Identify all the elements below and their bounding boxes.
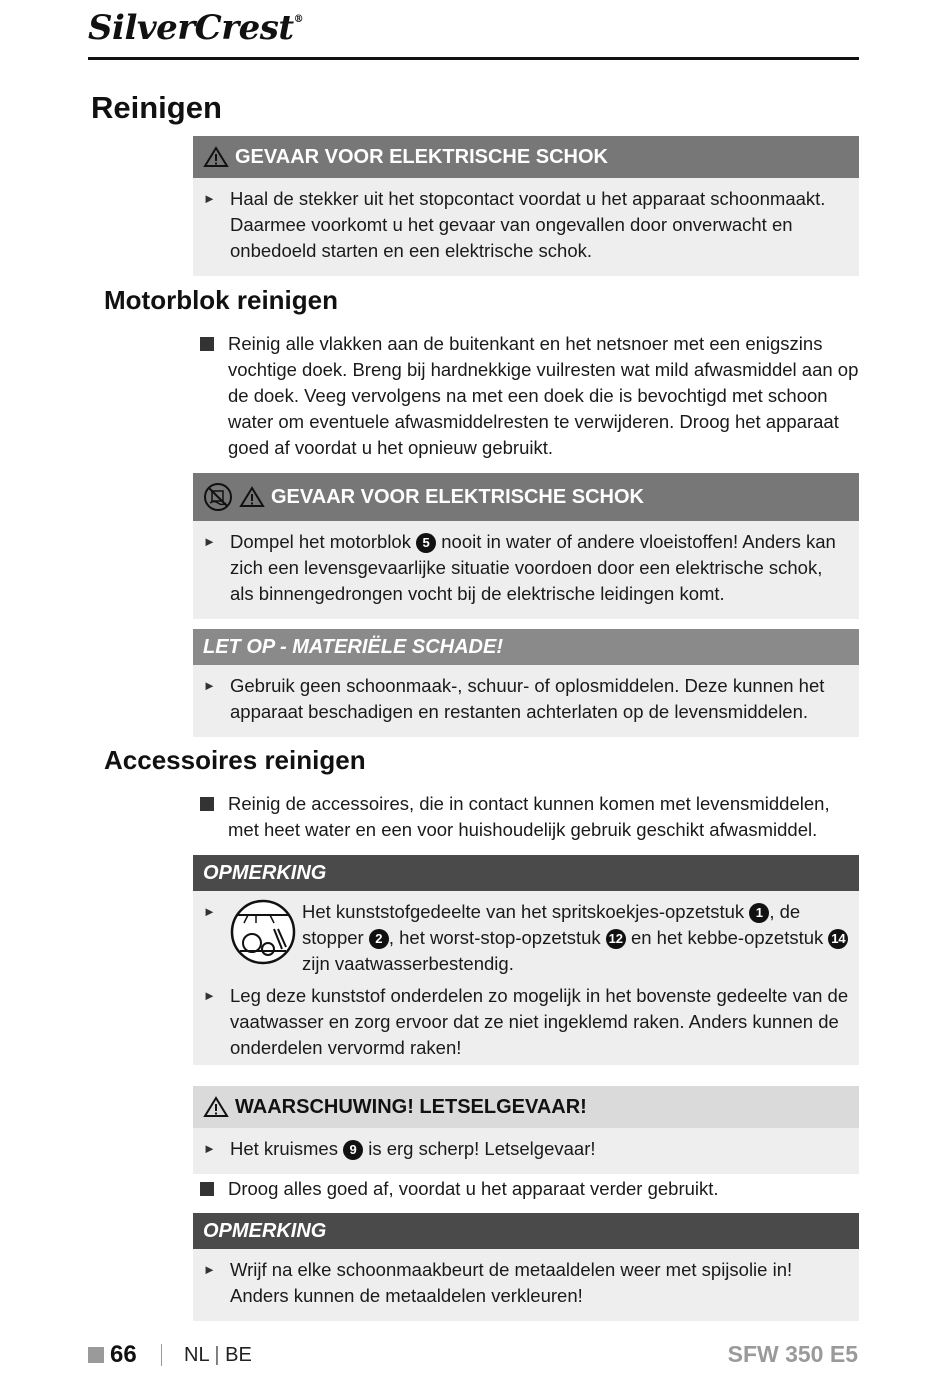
list-item: ► Leg deze kunststof onderdelen zo mogelijk in het bovenste gedeelte van de vaatwasser en zorg ervoor dat ze niet ingeklemd raken. Anders kunnen de onderdelen vervormd raken! — [203, 983, 849, 1061]
note-box-heading: OPMERKING — [193, 1213, 859, 1249]
list-item: ► Het kruismes 9 is erg scherp! Letselgevaar! — [203, 1136, 849, 1162]
list-item: Droog alles goed af, voordat u het apparaat verder gebruikt. — [200, 1176, 860, 1202]
part-number-badge: 14 — [828, 929, 848, 949]
warning-box-injury — [193, 1086, 859, 1174]
warning-triangle-icon — [203, 146, 229, 168]
no-water-immersion-icon — [203, 482, 233, 512]
caution-box-material-damage — [193, 629, 859, 737]
brand-logo — [88, 8, 303, 48]
warning-box-electric-2 — [193, 473, 859, 619]
arrow-bullet-icon: ► — [203, 534, 216, 549]
part-number-badge: 2 — [369, 929, 389, 949]
list-item: ► Dompel het motorblok 5 nooit in water of andere vloeistoffen! Anders kan zich een levensgevaarlijke situatie voordoen door een elektrische schok, als binnengedrongen vocht bij de elektrische leidingen komt. — [203, 529, 849, 607]
brand-name: SilverCrest — [88, 8, 294, 48]
square-bullet-icon — [200, 337, 214, 351]
part-number-badge: 12 — [606, 929, 626, 949]
footer-square-icon — [88, 1347, 104, 1363]
page-number: 66 — [110, 1341, 137, 1368]
list-item: Reinig alle vlakken aan de buitenkant en het netsnoer met een enigszins vochtige doek. Breng bij hardnekkige vuilresten wat mild afwasmiddel aan op de doek. Veeg vervolgens na met een doek die is bevochtigd met schoon water om eventuele afwasmiddelresten te verwijderen. Droog het apparaat goed af voordat u het opnieuw gebruikt. — [200, 331, 860, 461]
part-number-badge: 5 — [416, 533, 436, 553]
warning-triangle-icon — [239, 486, 265, 508]
arrow-bullet-icon: ► — [203, 191, 216, 206]
part-number-badge: 1 — [749, 903, 769, 923]
note-box-heading: OPMERKING — [193, 855, 859, 891]
arrow-bullet-icon: ► — [203, 904, 216, 919]
arrow-bullet-icon: ► — [203, 1262, 216, 1277]
square-bullet-icon — [200, 797, 214, 811]
list-item: Reinig de accessoires, die in contact kunnen komen met levensmiddelen, met heet water en een voor huishoudelijk gebruik geschikt afwasmiddel. — [200, 791, 860, 843]
warning-box-heading: GEVAAR VOOR ELEKTRISCHE SCHOK — [193, 473, 859, 521]
square-bullet-icon — [200, 1182, 214, 1196]
arrow-bullet-icon: ► — [203, 678, 216, 693]
header-rule — [88, 57, 859, 60]
warning-box-heading: WAARSCHUWING! LETSELGEVAAR! — [193, 1086, 859, 1128]
arrow-bullet-icon: ► — [203, 1141, 216, 1156]
warning-triangle-icon — [203, 1096, 229, 1118]
trademark: ® — [293, 14, 304, 25]
dishwasher-safe-icon — [230, 899, 296, 965]
part-number-badge: 9 — [343, 1140, 363, 1160]
section-heading-accessoires: Accessoires reinigen — [104, 745, 366, 775]
model-number: SFW 350 E5 — [727, 1341, 858, 1367]
page-title: Reinigen — [91, 90, 222, 125]
caution-box-heading: LET OP - MATERIËLE SCHADE! — [193, 629, 859, 665]
list-item: ► Haal de stekker uit het stopcontact voordat u het apparaat schoonmaakt. Daarmee voorkomt u het gevaar van ongevallen door onverwacht en onbedoeld starten en een elektrische schok. — [203, 186, 849, 264]
note-box-1 — [193, 855, 859, 1065]
note-box-2 — [193, 1213, 859, 1321]
list-item: ► Wrijf na elke schoonmaakbeurt de metaaldelen weer met spijsolie in! Anders kunnen de metaaldelen verkleuren! — [203, 1257, 849, 1309]
list-item: ► Gebruik geen schoonmaak-, schuur- of oplosmiddelen. Deze kunnen het apparaat beschadigen en restanten achterlaten op de levensmiddelen. — [203, 673, 849, 725]
footer-divider — [161, 1344, 162, 1366]
footer-languages: NL | BE — [184, 1344, 252, 1366]
warning-box-electric-1 — [193, 136, 859, 276]
section-heading-motorblok: Motorblok reinigen — [104, 285, 338, 315]
warning-box-heading: GEVAAR VOOR ELEKTRISCHE SCHOK — [193, 136, 859, 178]
list-item: ► Het kunststofgedeelte van het spritskoekjes-opzetstuk 1 , de stopper 2 , het worst-stop-opzetstuk 12 en het kebbe-opzetstuk 14 zijn vaatwasserbestendig. — [203, 899, 849, 977]
arrow-bullet-icon: ► — [203, 988, 216, 1003]
